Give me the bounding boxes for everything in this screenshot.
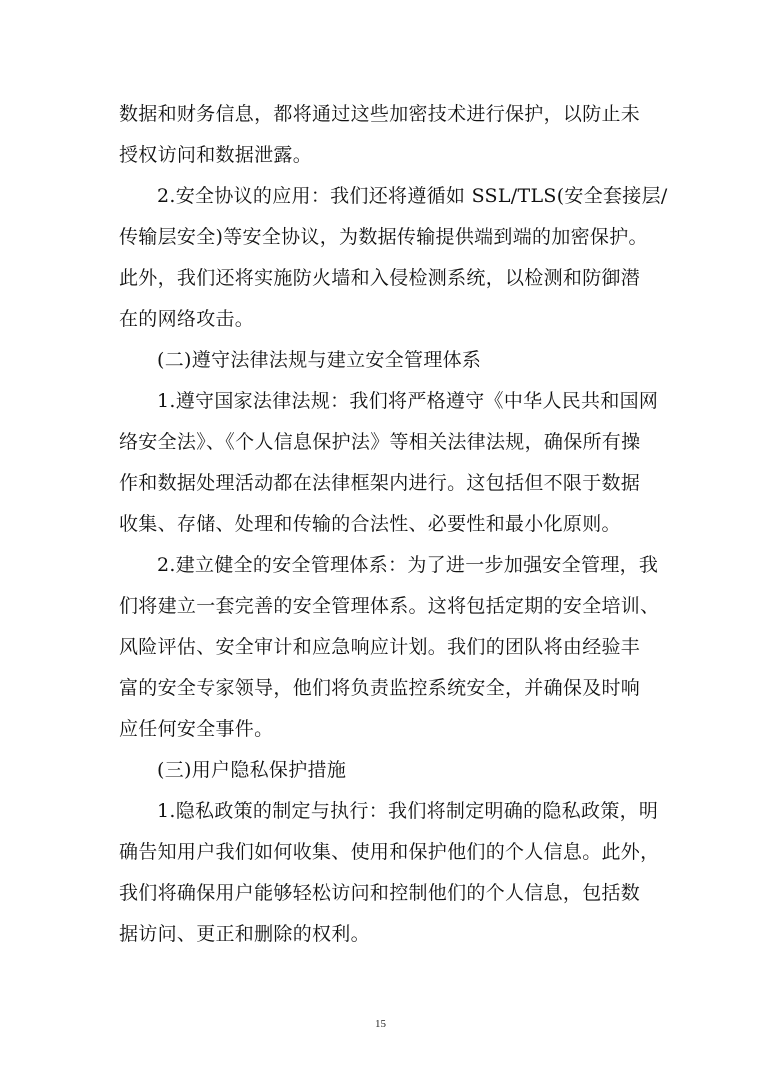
text-line: 们将建立一套完善的安全管理体系。这将包括定期的安全培训、: [119, 595, 660, 617]
text-line: 应任何安全事件。: [119, 718, 274, 740]
text-line: 我们将确保用户能够轻松访问和控制他们的个人信息，包括数: [119, 882, 641, 904]
text-line: 收集、存储、处理和传输的合法性、必要性和最小化原则。: [119, 513, 621, 535]
text-line: 传输层安全)等安全协议，为数据传输提供端到端的加密保护。: [119, 226, 648, 248]
text-line: 据访问、更正和删除的权利。: [119, 923, 370, 945]
text-line: 数据和财务信息，都将通过这些加密技术进行保护，以防止未: [119, 103, 641, 125]
text-line: 风险评估、安全审计和应急响应计划。我们的团队将由经验丰: [119, 636, 641, 658]
body-text: [119, 94, 668, 955]
page-number: 15: [375, 1018, 386, 1030]
section-heading: (三)用户隐私保护措施: [157, 759, 347, 781]
text-line: 富的安全专家领导，他们将负责监控系统安全，并确保及时响: [119, 677, 641, 699]
section-heading: (二)遵守法律法规与建立安全管理体系: [157, 349, 482, 371]
text-line: 作和数据处理活动都在法律框架内进行。这包括但不限于数据: [119, 472, 641, 494]
text-line: 授权访问和数据泄露。: [119, 144, 313, 166]
text-line: 在的网络攻击。: [119, 308, 255, 330]
text-line: 2.建立健全的安全管理体系：为了进一步加强安全管理，我: [157, 554, 659, 576]
text-line: 络安全法》、《个人信息保护法》等相关法律法规，确保所有操: [119, 431, 641, 453]
text-line: 此外，我们还将实施防火墙和入侵检测系统，以检测和防御潜: [119, 267, 641, 289]
text-line: 2.安全协议的应用：我们还将遵循如 SSL/TLS(安全套接层/: [157, 185, 668, 207]
text-line: 确告知用户我们如何收集、使用和保护他们的个人信息。此外，: [119, 841, 660, 863]
text-line: 1.隐私政策的制定与执行：我们将制定明确的隐私政策，明: [157, 800, 659, 822]
text-line: 1.遵守国家法律法规：我们将严格遵守《中华人民共和国网: [157, 390, 659, 412]
